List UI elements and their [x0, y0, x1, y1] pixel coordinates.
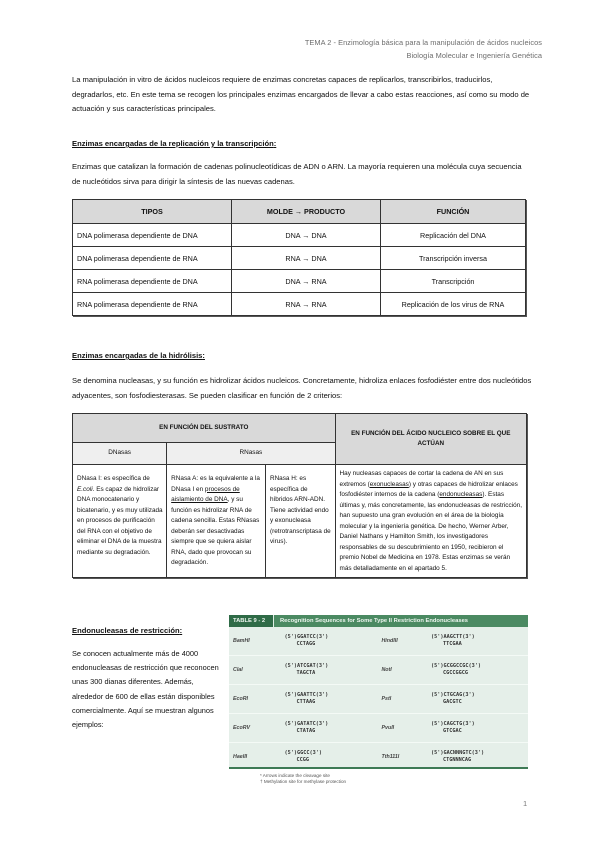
seq-bottom: GACGTC [442, 699, 462, 705]
seq-bottom: CGCCGGCG [442, 670, 468, 676]
figure-footnotes [260, 773, 346, 785]
seq-top: (5')GGATCC(3') [284, 634, 329, 640]
recognition-sequence [431, 627, 528, 655]
seq-bottom: TAGCTA [296, 670, 316, 676]
figure-header [229, 615, 528, 627]
enzyme-name: PvuII [381, 725, 395, 731]
figure-row [229, 714, 528, 743]
header-course: Biología Molecular e Ingeniería Genética [406, 51, 542, 60]
section-heading-hydrolysis [72, 351, 205, 360]
heading-colon: : [202, 351, 205, 360]
hydrolysis-paragraph: Se denomina nucleasas, y su función es hidrolizar ácidos nucleicos. Concretamente, hidroliza enlaces fosfodiéster entre dos nucleótidos adyacentes, son fosfodiesterasas. Se pueden clasificar en función de 2 criterios: [72, 376, 532, 400]
footnote: * Arrows indicate the cleavage site [260, 773, 330, 778]
recognition-sequence [284, 656, 381, 684]
header-topic: TEMA 2 - Enzimología básica para la manipulación de ácidos nucleicos [304, 38, 542, 47]
figure-row [229, 685, 528, 714]
recognition-sequence [284, 627, 381, 655]
recognition-sequence [431, 656, 528, 684]
text: ) y otras capaces de hidrolizar enlaces fosfodiéster internos de la cadena ( [339, 480, 518, 498]
cell-molde: RNA → RNA [232, 293, 381, 316]
text: RNasa A: es la equivalente a la DNasa I en [171, 475, 260, 493]
seq-bottom: CTTAAG [296, 699, 316, 705]
sub-rnasas: RNasas [167, 443, 335, 465]
text: , y su función es hidrolizar RNA de cadena sencilla. Estas RNasas deberán ser desactivadas siempre que se quiera aislar RNA, dado que provocan su degradación. [171, 496, 260, 566]
table-group-row [73, 414, 527, 443]
cell-funcion: Replicación del DNA [381, 224, 526, 247]
recognition-sequence [284, 743, 381, 771]
heading-colon: : [179, 626, 183, 635]
seq-top: (5')GATATC(3') [284, 721, 329, 727]
cell-tipo: DNA polimerasa dependiente de DNA [73, 224, 232, 247]
enzyme-name: HindIII [381, 638, 398, 644]
seq-bottom: CTATAG [296, 728, 316, 734]
underlined-text: procesos de aislamiento de DNA [171, 485, 240, 503]
table-row [73, 247, 526, 270]
cell-dnasa-i [73, 465, 167, 578]
figure-row [229, 627, 528, 656]
cell-molde: DNA → RNA [232, 270, 381, 293]
text: DNasa I: es específica de [77, 475, 150, 482]
seq-bottom: CCTAGG [296, 641, 316, 647]
cell-funcion: Transcripción inversa [381, 247, 526, 270]
cell-funcion: Replicación de los virus de RNA [381, 293, 526, 316]
group-acido-nucleico: EN FUNCIÓN DEL ÁCIDO NUCLEICO SOBRE EL QUE ACTÚAN [335, 414, 526, 465]
cell-tipo: RNA polimerasa dependiente de RNA [73, 293, 232, 316]
table-header-row [73, 200, 526, 224]
replication-paragraph: Enzimas que catalizan la formación de cadenas polinucleotídicas de ADN o ARN. La mayoría requieren una molécula cuya secuencia de nucleótidos sirva para dirigir la síntesis de las nuevas cadenas. [72, 162, 522, 186]
seq-top: (5')ATCGAT(3') [284, 663, 329, 669]
cell-tipo: DNA polimerasa dependiente de RNA [73, 247, 232, 270]
seq-top: (5')CTGCAG(3') [430, 692, 475, 698]
seq-bottom: TTCGAA [442, 641, 462, 647]
recognition-sequence [284, 714, 381, 742]
cell-molde: RNA → DNA [232, 247, 381, 270]
group-sustrato: EN FUNCIÓN DEL SUSTRATO [73, 414, 336, 443]
intro-paragraph: La manipulación in vitro de ácidos nucleicos requiere de enzimas concretas capaces de replicarlos, transcribirlos, traducirlos, degradarlos, etc. En este tema se recogen los principales enzimas encargados de llevar a cabo estas reacciones, así como su modo de actuación y sus características principales. [72, 75, 530, 113]
seq-top: (5')GAATTC(3') [284, 692, 329, 698]
endonucleases-paragraph: Se conocen actualmente más de 4000 endonucleasas de restricción que reconocen unas 300 dianas diferentes. Además, alrededor de 600 de ellas están disponibles comercialmente. Aquí se muestran algunos ejemplos: [72, 649, 219, 730]
heading-text: Enzimas encargadas de la hidrólisis [72, 351, 203, 360]
recognition-sequence [431, 714, 528, 742]
enzyme-name: Tth111I [381, 754, 400, 760]
recognition-sequence [431, 743, 528, 771]
cell-funcion: Transcripción [381, 270, 526, 293]
table-row [73, 270, 526, 293]
text: . Es capaz de hidrolizar DNA monocatenario y bicatenario, y es muy utilizada en procesos de purificación del RNA con el objetivo de eliminar el DNA de la muestra mediante su degradación. [77, 485, 163, 556]
term-exonucleasas: exonucleasas [369, 480, 409, 488]
page-number: 1 [523, 799, 528, 808]
species-name: E.coli [77, 485, 93, 493]
figure-row [229, 656, 528, 685]
enzyme-name: EcoRV [233, 725, 251, 731]
restriction-enzymes-figure [229, 615, 528, 769]
seq-top: (5')CAGCTG(3') [430, 721, 475, 727]
seq-top: (5')GCGGCCGC(3') [430, 663, 481, 669]
heading-text: Enzimas encargadas de la replicación y la transcripción [72, 139, 274, 148]
seq-top: (5')GACNNNGTC(3') [430, 750, 485, 756]
seq-top: (5')AAGCTT(3') [430, 634, 475, 640]
table-row [73, 293, 526, 316]
col-molde-producto: MOLDE → PRODUCTO [232, 200, 381, 224]
seq-top: (5')GGCC(3') [284, 750, 322, 756]
nuclease-table [72, 413, 527, 578]
heading-text: Endonucleasas de restricción [72, 626, 180, 635]
seq-bottom: CTGNNNCAG [442, 757, 472, 763]
table-row [73, 224, 526, 247]
col-tipos: TIPOS [73, 200, 232, 224]
recognition-sequence [284, 685, 381, 713]
col-funcion: FUNCIÓN [381, 200, 526, 224]
seq-bottom: CCGG [296, 757, 309, 763]
footnote: † Methylation site for methylase protection [260, 779, 347, 784]
text: Hay nucleasas capaces de cortar la cadena de AN en sus extremos ( [339, 470, 504, 488]
cell-tipo: RNA polimerasa dependiente de DNA [73, 270, 232, 293]
cell-rnasa-h: RNasa H: es específica de híbridos ARN-ADN. Tiene actividad endo y exonucleasa (retrotranscriptasa de virus). [265, 465, 335, 578]
figure-tag: TABLE 9 - 2 [229, 615, 274, 627]
section-heading-replication [72, 139, 276, 148]
figure-row [229, 743, 528, 771]
heading-colon: : [273, 139, 277, 148]
cell-molde: DNA → DNA [232, 224, 381, 247]
figure-title: Recognition Sequences for Some Type II Restriction Endonucleases [274, 615, 528, 627]
recognition-sequence [431, 685, 528, 713]
enzyme-name: BamHI [233, 638, 250, 644]
sub-dnasas: DNasas [73, 443, 167, 465]
enzyme-name: PstI [381, 696, 392, 702]
polymerase-table [72, 199, 526, 316]
cell-acido-nucleico [335, 465, 526, 578]
enzyme-name: HaeIII [233, 754, 248, 760]
seq-bottom: GTCGAC [442, 728, 462, 734]
table-row [73, 465, 527, 578]
text: ). Estas últimas y, más concretamente, las endonucleasas de restricción, han supuesto una gran evolución en el área de la biología molecular y la ingeniería genética. De hecho, Werner Arber, Daniel Nathans y Hamilton Smith, los investigadores responsables de su descubrimiento en 1950, recibieron el premio Nobel de Medicina en 1978. Estas enzimas se verán más detalladamente en el apartado 5. [339, 491, 523, 572]
enzyme-name: NotI [381, 667, 392, 673]
enzyme-name: EcoRI [233, 696, 249, 702]
section-heading-endonucleases [72, 626, 182, 635]
term-endonucleasas: endonucleasas [439, 491, 483, 498]
enzyme-name: ClaI [233, 667, 243, 673]
cell-rnasa-a [167, 465, 266, 578]
page-header [305, 36, 542, 62]
